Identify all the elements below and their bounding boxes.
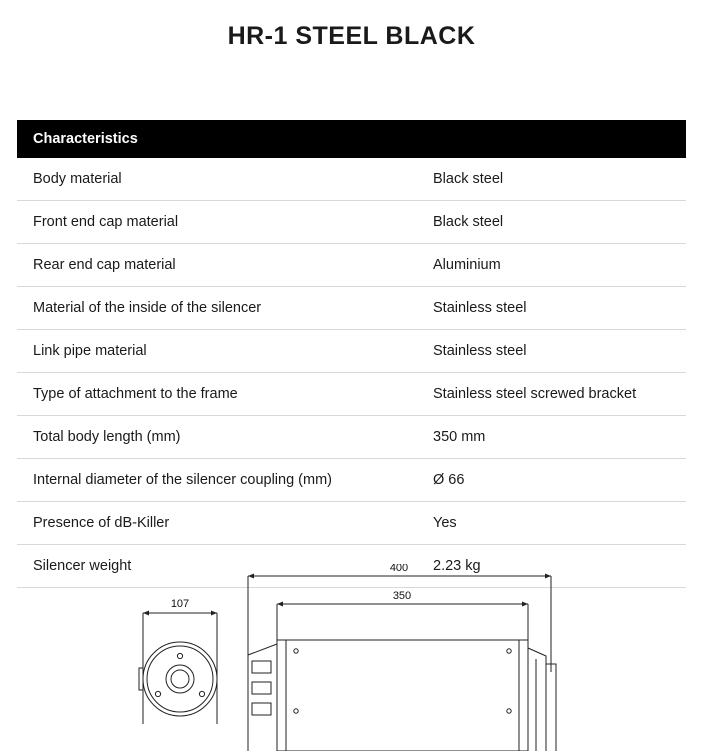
- bracket-tab-upper: [252, 661, 271, 673]
- technical-drawing: [0, 564, 703, 751]
- end-cap-inner-circle: [147, 646, 213, 712]
- bolt-hole-top: [177, 653, 182, 658]
- table-body: [17, 158, 686, 588]
- row-label: Material of the inside of the silencer: [17, 287, 429, 330]
- bolt-hole-right: [199, 691, 204, 696]
- row-value: Yes: [429, 502, 686, 545]
- row-value: Stainless steel: [429, 330, 686, 373]
- link-pipe-top: [248, 644, 277, 655]
- mount-bracket: [546, 664, 556, 751]
- rivet: [507, 649, 511, 653]
- characteristics-table: [17, 120, 686, 588]
- table-row: [17, 287, 686, 330]
- rivet: [507, 709, 511, 713]
- dimension-107: [143, 611, 217, 725]
- table-row: [17, 330, 686, 373]
- row-label: Total body length (mm): [17, 416, 429, 459]
- silencer-body: [277, 640, 528, 751]
- table-header-characteristics: Characteristics: [17, 120, 686, 158]
- row-label: Type of attachment to the frame: [17, 373, 429, 416]
- dimension-350: [277, 602, 528, 660]
- outlet-inner-circle: [171, 670, 189, 688]
- bolt-hole-left: [155, 691, 160, 696]
- table-row: [17, 459, 686, 502]
- table-row: [17, 158, 686, 201]
- row-value: 350 mm: [429, 416, 686, 459]
- rivet: [294, 709, 298, 713]
- dimension-label-350: 350: [392, 590, 412, 602]
- row-label: Internal diameter of the silencer coupling (mm): [17, 459, 429, 502]
- row-label: Presence of dB-Killer: [17, 502, 429, 545]
- table-row: [17, 244, 686, 287]
- row-value: Stainless steel screwed bracket: [429, 373, 686, 416]
- row-label: Link pipe material: [17, 330, 429, 373]
- page-title: HR-1 STEEL BLACK: [227, 22, 476, 50]
- table-row: [17, 201, 686, 244]
- outlet-circle: [166, 665, 194, 693]
- row-value: Aluminium: [429, 244, 686, 287]
- bracket-tab-lower: [252, 703, 271, 715]
- table-row: [17, 416, 686, 459]
- bracket-tab-mid: [252, 682, 271, 694]
- table-row: [17, 373, 686, 416]
- rivet: [294, 649, 298, 653]
- dimension-label-107: 107: [170, 598, 190, 610]
- technical-drawing-svg: [0, 564, 703, 751]
- row-value: Ø 66: [429, 459, 686, 502]
- row-label: Silencer weight: [17, 545, 429, 588]
- table-header-row: [17, 120, 686, 158]
- outlet-top-edge: [528, 648, 546, 751]
- row-value: Stainless steel: [429, 287, 686, 330]
- dimension-label-400: 400: [389, 564, 409, 574]
- row-value: Black steel: [429, 201, 686, 244]
- row-label: Rear end cap material: [17, 244, 429, 287]
- row-value: 2.23 kg: [429, 545, 686, 588]
- row-label: Body material: [17, 158, 429, 201]
- table-row: [17, 502, 686, 545]
- dimension-400: [248, 574, 551, 673]
- row-value: Black steel: [429, 158, 686, 201]
- flange-detail-left: [139, 668, 143, 690]
- row-label: Front end cap material: [17, 201, 429, 244]
